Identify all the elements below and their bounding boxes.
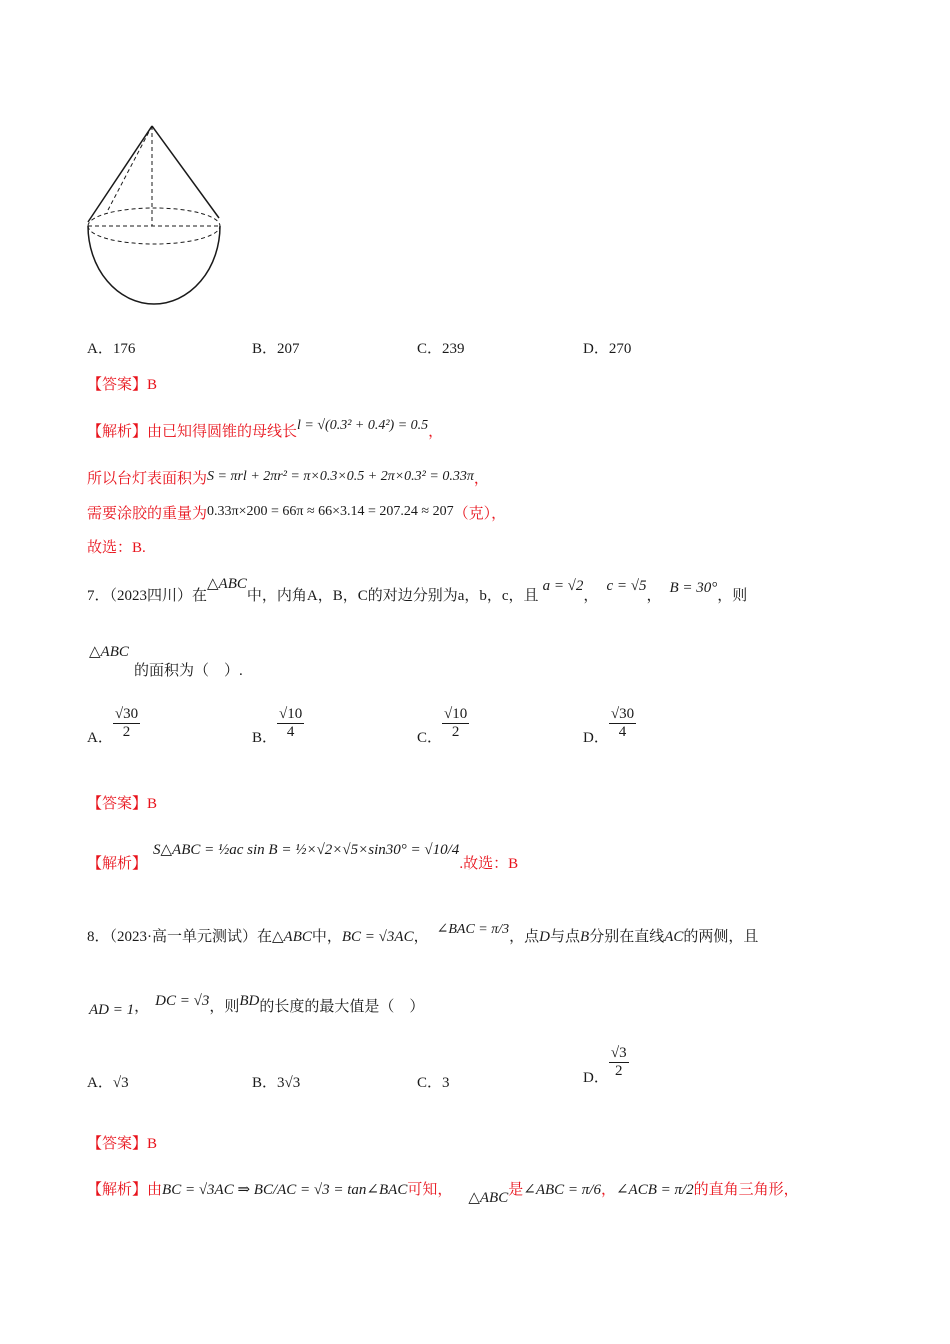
q8-cond-ad: AD = 1 [89, 1002, 135, 1018]
q8-text4: 与点 [550, 929, 581, 945]
cone-hemisphere-figure [80, 118, 230, 308]
q6-solution-line1 [87, 420, 443, 441]
q6-solution-line3 [87, 502, 506, 523]
q7-answer: 【答案】B [87, 796, 158, 812]
q6-solution-line4: 故选：B. [87, 540, 146, 556]
q7-option-b-fraction [277, 706, 304, 742]
q7-cond-a: a = √2 [542, 578, 584, 594]
q7-stem-line2 [89, 644, 129, 663]
q7-cond-c: c = √5 [606, 578, 647, 594]
q8-sol-text2: 可知， [407, 1182, 453, 1198]
q8-text2: ， [413, 929, 429, 945]
q8-text3: ，点 [509, 929, 540, 945]
q8-sol-text1: 由 [147, 1182, 163, 1198]
q7-option-d-den: 4 [618, 724, 627, 741]
q8-option-a: A．√3 [87, 1075, 129, 1091]
q8-cond-dc: DC = √3 [155, 993, 210, 1009]
q8-solution [87, 1178, 799, 1206]
q6-solution-end3: （克）， [453, 506, 507, 522]
q7-option-b-label: B． [252, 730, 278, 747]
q7-option-d-num: √30 [609, 706, 636, 724]
q6-solution-text1: 由已知得圆锥的母线长 [147, 424, 298, 440]
q7-solution-tag: 【解析】 [87, 856, 148, 872]
q8-solution-tag: 【解析】 [87, 1182, 148, 1198]
q6-formula-area: S = πrl + 2πr² = π×0.3×0.5 + 2π×0.3² = 0.33π [207, 469, 474, 484]
q7-number: 7．（2023四川）在 [87, 588, 208, 604]
q6-solution-text3: 需要涂胶的重量为 [87, 506, 208, 522]
q8-text1: 中， [311, 929, 342, 945]
q8-option-d-label: D． [583, 1070, 609, 1087]
q7-option-b [252, 706, 304, 747]
q8-text6: 的两侧，且 [683, 929, 759, 945]
q8-option-d-fraction [609, 1045, 629, 1081]
q7-option-c-num: √10 [442, 706, 469, 724]
q6-formula-slant: l = √(0.3² + 0.4²) = 0.5 [297, 418, 429, 433]
q7-option-b-num: √10 [277, 706, 304, 724]
q8-option-b: B．3√3 [252, 1075, 301, 1091]
q8-text5: 分别在直线 [589, 929, 665, 945]
q7-stem-then: ，则 [717, 588, 748, 604]
q8-cond1: BC = √3AC [341, 929, 414, 945]
q7-option-d-fraction [609, 706, 636, 742]
q7-option-a-den: 2 [122, 724, 131, 741]
q8-answer: 【答案】B [87, 1136, 158, 1152]
q8-sol-triangle: △ABC [468, 1190, 509, 1206]
q6-solution-end2: ， [473, 471, 489, 487]
q8-cond2: ∠BAC = π/3 [436, 922, 510, 937]
q7-option-a-num: √30 [113, 706, 140, 724]
q6-solution-end1: ， [428, 424, 444, 440]
q6-solution-tag: 【解析】 [87, 424, 148, 440]
q8-sol-formula3: ∠ACB = π/2 [615, 1182, 694, 1198]
q8-sol-formula2: ∠ABC = π/6 [523, 1182, 601, 1198]
q7-option-a-fraction [113, 706, 140, 742]
q8-option-d [583, 1045, 629, 1087]
q6-formula-weight: 0.33π×200 = 66π ≈ 66×3.14 = 207.24 ≈ 207 [207, 504, 454, 519]
q8-line2-text2: ，则 [209, 999, 240, 1015]
q7-option-c-fraction [442, 706, 469, 742]
q7-option-c [417, 706, 469, 747]
q7-option-c-den: 2 [451, 724, 460, 741]
q6-option-a: A．176 [87, 341, 136, 357]
q7-stem-line1: 7．（2023四川）在△ABC中，内角A，B，C的对边分别为a，b，c，且a = √2，c = √5， B = 30°，则 [87, 576, 748, 604]
q8-point-b: B [580, 929, 590, 945]
q8-line2-text1: ， [134, 999, 150, 1015]
q7-triangle-2: △ABC [89, 644, 129, 660]
q8-stem-line1 [87, 922, 759, 946]
q8-point-d: D [539, 929, 550, 945]
q6-solution-line2 [87, 467, 489, 488]
q8-sol-text5: 的直角三角形， [693, 1182, 799, 1198]
q7-option-a [87, 706, 140, 747]
q6-option-d: D．270 [583, 341, 632, 357]
q7-triangle: △ABC [207, 576, 247, 592]
q8-stem-line2 [89, 995, 424, 1016]
q7-option-a-label: A． [87, 730, 113, 747]
q7-option-d [583, 706, 636, 747]
q8-sol-text4: ， [600, 1182, 616, 1198]
q6-option-b: B．207 [252, 341, 300, 357]
q8-sol-formula1: BC = √3AC ⇒ BC/AC = √3 = tan∠BAC [162, 1182, 408, 1198]
q6-option-c: C．239 [417, 341, 465, 357]
q8-number: 8．（2023·高一单元测试）在 [87, 929, 272, 945]
q8-option-d-den: 2 [614, 1063, 623, 1080]
q7-option-d-label: D． [583, 730, 609, 747]
q8-option-d-num: √3 [609, 1045, 629, 1063]
q8-line-ac: AC [664, 929, 684, 945]
q7-stem-text: 中，内角A，B，C的对边分别为a，b，c，且 [246, 588, 539, 604]
q8-triangle: △ABC [272, 929, 312, 945]
q7-option-b-den: 4 [286, 724, 295, 741]
q8-bd: BD [239, 993, 260, 1009]
q8-line2-text3: 的长度的最大值是（ ） [259, 999, 425, 1015]
q7-solution-formula: S△ABC = ½ac sin B = ½×√2×√5×sin30° = √10/4 [153, 842, 460, 858]
q8-option-c: C．3 [417, 1075, 450, 1091]
q7-cond-b: B = 30° [669, 580, 718, 596]
q7-solution [87, 838, 519, 872]
q6-solution-text2: 所以台灯表面积为 [87, 471, 208, 487]
q7-option-c-label: C． [417, 730, 443, 747]
q7-stem-line2-text: 的面积为（ ）. [134, 663, 243, 679]
q8-sol-text3: 是 [508, 1182, 524, 1198]
q7-solution-end: .故选：B [459, 856, 519, 872]
q6-answer: 【答案】B [87, 377, 158, 393]
